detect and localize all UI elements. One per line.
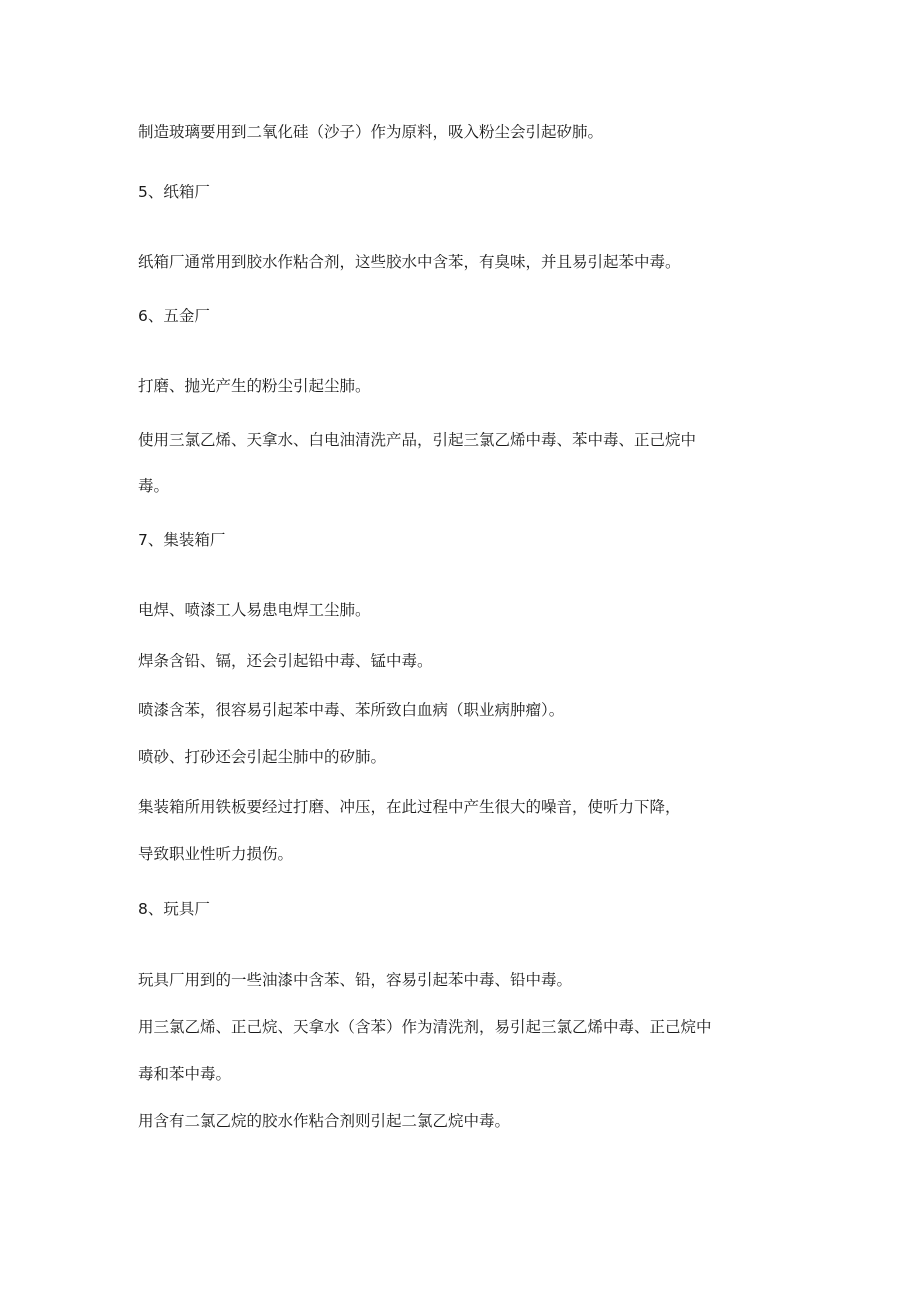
heading-carton-factory: 5、纸箱厂	[138, 183, 210, 201]
paragraph-toy-glue: 用含有二氯乙烷的胶水作粘合剂则引起二氯乙烷中毒。	[138, 1112, 511, 1130]
paragraph-container-noise-cont: 导致职业性听力损伤。	[138, 845, 294, 863]
heading-container-factory: 7、集装箱厂	[138, 531, 226, 549]
paragraph-hardware-solvents: 使用三氯乙烯、天拿水、白电油清洗产品，引起三氯乙烯中毒、苯中毒、正己烷中	[138, 431, 697, 449]
paragraph-hardware-dust: 打磨、抛光产生的粉尘引起尘肺。	[138, 377, 371, 395]
heading-hardware-factory: 6、五金厂	[138, 307, 210, 325]
paragraph-container-welding: 电焊、喷漆工人易患电焊工尘肺。	[138, 601, 371, 619]
paragraph-container-lead: 焊条含铅、镉，还会引起铅中毒、锰中毒。	[138, 652, 433, 670]
paragraph-container-paint: 喷漆含苯，很容易引起苯中毒、苯所致白血病（职业病肿瘤）。	[138, 701, 565, 719]
paragraph-container-sandblast: 喷砂、打砂还会引起尘肺中的矽肺。	[138, 748, 387, 766]
paragraph-carton-glue: 纸箱厂通常用到胶水作粘合剂，这些胶水中含苯，有臭味，并且易引起苯中毒。	[138, 253, 681, 271]
paragraph-hardware-solvents-cont: 毒。	[138, 477, 170, 495]
heading-toy-factory: 8、玩具厂	[138, 900, 210, 918]
paragraph-toy-solvents-cont: 毒和苯中毒。	[138, 1065, 232, 1083]
paragraph-container-noise: 集装箱所用铁板要经过打磨、冲压，在此过程中产生很大的噪音，使听力下降，	[138, 798, 681, 816]
paragraph-toy-paint: 玩具厂用到的一些油漆中含苯、铅，容易引起苯中毒、铅中毒。	[138, 971, 573, 989]
paragraph-glass-silica: 制造玻璃要用到二氧化硅（沙子）作为原料，吸入粉尘会引起矽肺。	[138, 123, 604, 141]
paragraph-toy-solvents: 用三氯乙烯、正己烷、天拿水（含苯）作为清洗剂，易引起三氯乙烯中毒、正己烷中	[138, 1018, 712, 1036]
